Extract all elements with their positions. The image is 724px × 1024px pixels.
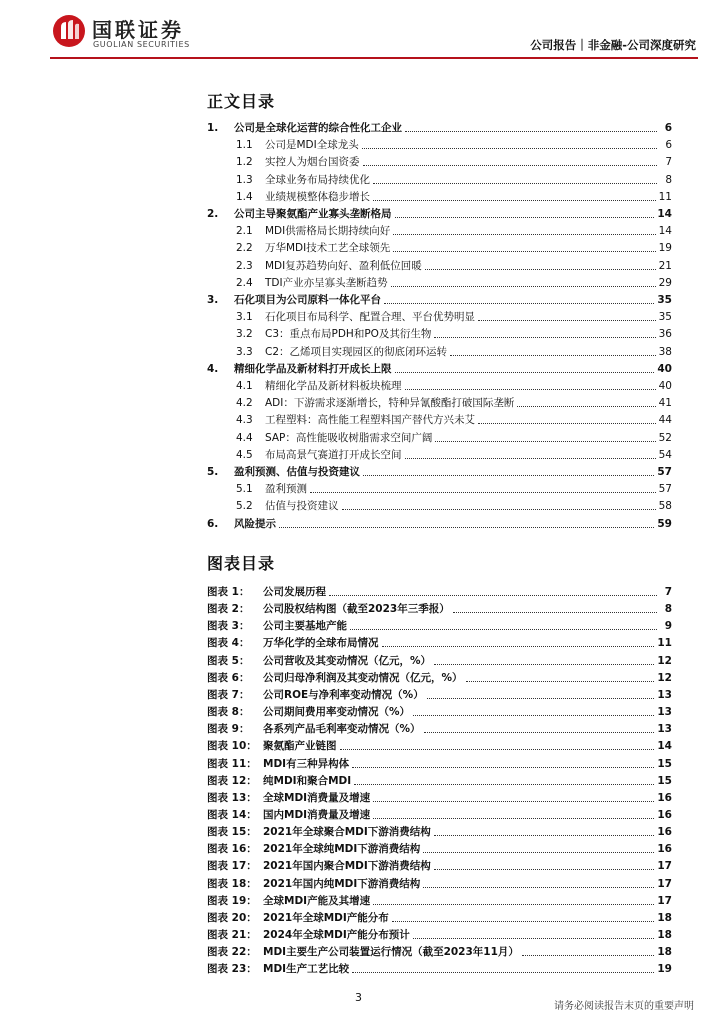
figure-entry-label: 图表 23： bbox=[207, 963, 257, 976]
figure-entry-page: 9 bbox=[664, 620, 672, 633]
figure-entry-label: 图表 9： bbox=[207, 723, 250, 736]
figure-entry-label: 图表 7： bbox=[207, 688, 250, 701]
figure-entry[interactable] bbox=[207, 942, 672, 959]
figure-entry-page: 13 bbox=[657, 723, 672, 736]
toc-entry[interactable] bbox=[207, 118, 672, 135]
dot-leader bbox=[424, 732, 655, 733]
figure-entry-label: 图表 2： bbox=[207, 603, 250, 616]
toc-entry-page: 57 bbox=[657, 466, 672, 478]
report-header bbox=[0, 0, 724, 60]
toc-entry[interactable] bbox=[207, 359, 672, 376]
toc-entry-title: MDI供需格局长期持续向好 bbox=[265, 225, 391, 238]
toc-entry-page: 35 bbox=[658, 311, 672, 324]
dot-leader bbox=[384, 303, 654, 304]
toc-entry[interactable] bbox=[236, 187, 672, 204]
toc-entry[interactable] bbox=[236, 324, 672, 341]
toc-entry-page: 54 bbox=[658, 448, 672, 461]
toc-entry[interactable] bbox=[236, 342, 672, 359]
dot-leader bbox=[413, 715, 654, 716]
figure-entry-page: 16 bbox=[657, 826, 672, 839]
toc-entry-number: 2.4 bbox=[236, 276, 253, 289]
figure-entry[interactable] bbox=[207, 754, 672, 771]
toc-entry[interactable] bbox=[207, 204, 672, 221]
toc-entry-number: 1.2 bbox=[236, 156, 253, 169]
dot-leader bbox=[405, 458, 656, 459]
toc-entry-title: 精细化学品及新材料板块梳理 bbox=[265, 380, 402, 392]
figure-entry[interactable] bbox=[207, 891, 672, 908]
toc-entry-title: C3：重点布局PDH和PO及其衍生物 bbox=[265, 328, 432, 341]
toc-entry-page: 40 bbox=[658, 380, 672, 392]
toc-entry-page: 40 bbox=[657, 362, 672, 375]
figure-entry[interactable] bbox=[207, 736, 672, 753]
dot-leader bbox=[392, 921, 655, 922]
toc-entry-title: 万华MDI技术工艺全球领先 bbox=[265, 242, 391, 255]
dot-leader bbox=[342, 509, 656, 510]
dot-leader bbox=[354, 784, 654, 785]
figure-entry-label: 图表 4： bbox=[207, 637, 250, 650]
dot-leader bbox=[434, 337, 655, 338]
figure-entry[interactable] bbox=[207, 685, 672, 702]
toc-entry[interactable] bbox=[236, 221, 672, 238]
toc-entry-title: 实控人为烟台国资委 bbox=[265, 156, 360, 169]
toc-entry-number: 1.1 bbox=[236, 139, 253, 152]
toc-entry-page: 58 bbox=[658, 500, 672, 513]
figure-entry-title: 公司归母净利润及其变动情况（亿元，%） bbox=[263, 671, 463, 684]
figure-entry-page: 15 bbox=[657, 757, 672, 770]
toc-entry-title: 盈利预测、估值与投资建议 bbox=[234, 466, 360, 478]
figure-entry-title: 2021年全球MDI产能分布 bbox=[263, 911, 389, 924]
dot-leader bbox=[405, 389, 656, 390]
toc-entry-title: 公司是全球化运营的综合性化工企业 bbox=[234, 122, 402, 134]
dot-leader bbox=[352, 972, 654, 973]
toc-entry-title: SAP：高性能吸收树脂需求空间广阔 bbox=[265, 431, 433, 444]
figure-entry-label: 图表 15： bbox=[207, 826, 257, 839]
figure-entry-title: 全球MDI产能及其增速 bbox=[263, 894, 371, 907]
figure-entry-title: 2024年全球MDI产能分布预计 bbox=[263, 929, 410, 941]
toc-entry[interactable] bbox=[236, 273, 672, 290]
toc-entry-number: 4.5 bbox=[236, 448, 253, 461]
figure-entry[interactable] bbox=[207, 668, 672, 685]
dot-leader bbox=[434, 835, 655, 836]
figure-entry-label: 图表 14： bbox=[207, 808, 257, 821]
toc-entry-title: 石化项目为公司原料一体化平台 bbox=[234, 294, 381, 306]
dot-leader bbox=[363, 165, 658, 166]
toc-entry-title: 工程塑料：高性能工程塑料国产替代方兴未艾 bbox=[265, 414, 475, 427]
toc-entry[interactable] bbox=[236, 428, 672, 445]
toc-entry-page: 7 bbox=[665, 156, 672, 169]
toc-title: 正文目录 bbox=[207, 92, 276, 111]
toc-entry[interactable] bbox=[236, 256, 672, 273]
toc-entry-page: 21 bbox=[658, 259, 672, 272]
figure-entry-label: 图表 21： bbox=[207, 929, 257, 941]
figure-entry-label: 图表 1： bbox=[207, 586, 250, 598]
figure-entry-page: 18 bbox=[657, 929, 672, 941]
figure-entry-page: 14 bbox=[657, 740, 672, 753]
toc-entry-number: 5.1 bbox=[236, 483, 253, 496]
toc-entry-number: 1.4 bbox=[236, 190, 253, 203]
toc-entry[interactable] bbox=[236, 376, 672, 393]
figure-entry-title: 公司营收及其变动情况（亿元，%） bbox=[263, 654, 432, 667]
figure-entry[interactable] bbox=[207, 771, 672, 788]
figure-entry-label: 图表 5： bbox=[207, 654, 250, 667]
figure-entry-label: 图表 10： bbox=[207, 740, 257, 753]
figure-entry-title: 2021年国内聚合MDI下游消费结构 bbox=[263, 860, 431, 873]
figure-entry-label: 图表 3： bbox=[207, 620, 250, 633]
figure-entry-page: 17 bbox=[657, 860, 672, 873]
dot-leader bbox=[423, 887, 654, 888]
figure-entry-title: 国内MDI消费量及增速 bbox=[263, 808, 371, 821]
figure-entry-title: 聚氨酯产业链图 bbox=[263, 740, 337, 753]
disclaimer: 请务必阅读报告末页的重要声明 bbox=[554, 1001, 694, 1012]
toc-entry-number: 3. bbox=[207, 294, 219, 306]
toc-entry-number: 5.2 bbox=[236, 500, 253, 513]
page-number: 3 bbox=[355, 991, 362, 1004]
toc-entry-title: ADI：下游需求逐渐增长，特种异氰酸酯打破国际垄断 bbox=[265, 397, 515, 410]
figure-entry-label: 图表 22： bbox=[207, 946, 257, 959]
figure-entry-title: 公司股权结构图（截至2023年三季报） bbox=[263, 603, 450, 616]
figure-entry[interactable] bbox=[207, 719, 672, 736]
toc-entry-title: 盈利预测 bbox=[265, 483, 307, 496]
figure-entry[interactable] bbox=[207, 822, 672, 839]
toc-entry-number: 1.3 bbox=[236, 173, 253, 186]
toc-entry[interactable] bbox=[236, 410, 672, 427]
toc-entry[interactable] bbox=[207, 514, 672, 531]
dot-leader bbox=[373, 904, 654, 905]
dot-leader bbox=[466, 681, 655, 682]
figure-entry-page: 16 bbox=[657, 843, 672, 856]
dot-leader bbox=[350, 629, 657, 630]
toc-entry-number: 5. bbox=[207, 466, 219, 478]
toc-entry-number: 6. bbox=[207, 517, 219, 530]
dot-leader bbox=[362, 148, 657, 149]
dot-leader bbox=[453, 612, 657, 613]
dot-leader bbox=[405, 131, 657, 132]
figure-entry[interactable] bbox=[207, 599, 672, 616]
figure-entry-page: 16 bbox=[657, 791, 672, 804]
figure-entry-label: 图表 11： bbox=[207, 757, 257, 770]
toc-entry[interactable] bbox=[236, 307, 672, 324]
dot-leader bbox=[373, 200, 656, 201]
figure-entry-page: 7 bbox=[664, 586, 672, 598]
figure-entry-label: 图表 17： bbox=[207, 860, 257, 873]
figure-entry-title: 全球MDI消费量及增速 bbox=[263, 791, 371, 804]
dot-leader bbox=[423, 852, 654, 853]
brand-name: 国联证券 bbox=[92, 18, 184, 42]
dot-leader bbox=[395, 217, 655, 218]
dot-leader bbox=[413, 938, 655, 939]
dot-leader bbox=[373, 801, 654, 802]
toc-entry-number: 3.1 bbox=[236, 311, 253, 324]
figure-entry[interactable] bbox=[207, 616, 672, 633]
toc-entry[interactable] bbox=[236, 152, 672, 169]
toc-entry-title: 估值与投资建议 bbox=[265, 500, 339, 513]
toc-entry[interactable] bbox=[207, 462, 672, 479]
figure-entry-page: 8 bbox=[664, 603, 672, 616]
figure-entry-page: 12 bbox=[657, 671, 672, 684]
figure-entry-label: 图表 20： bbox=[207, 911, 257, 924]
toc-entry[interactable] bbox=[207, 290, 672, 307]
figure-entry[interactable] bbox=[207, 651, 672, 668]
figure-entry-title: 公司发展历程 bbox=[263, 586, 326, 598]
dot-leader bbox=[450, 355, 656, 356]
figure-entry-label: 图表 8： bbox=[207, 706, 250, 719]
dot-leader bbox=[340, 749, 655, 750]
dot-leader bbox=[393, 251, 655, 252]
toc-entry-title: 风险提示 bbox=[234, 517, 276, 530]
toc-entry-number: 2.2 bbox=[236, 242, 253, 255]
toc-entry-title: 精细化学品及新材料打开成长上限 bbox=[234, 362, 392, 375]
toc-entry-title: 全球业务布局持续优化 bbox=[265, 173, 370, 186]
toc-entry-number: 2. bbox=[207, 208, 219, 220]
dot-leader bbox=[393, 234, 655, 235]
toc-entry[interactable] bbox=[236, 170, 672, 187]
figure-entry[interactable] bbox=[207, 582, 672, 599]
figure-entry-page: 19 bbox=[657, 963, 672, 976]
dot-leader bbox=[427, 698, 655, 699]
figure-entry-page: 16 bbox=[657, 808, 672, 821]
figure-entry[interactable] bbox=[207, 633, 672, 650]
figure-entry-page: 17 bbox=[657, 877, 672, 890]
dot-leader bbox=[373, 183, 657, 184]
toc-entry-page: 29 bbox=[658, 276, 672, 289]
figure-entry-title: MDI生产工艺比较 bbox=[263, 963, 350, 976]
figure-entry-page: 12 bbox=[657, 654, 672, 667]
dot-leader bbox=[352, 767, 654, 768]
toc-entry-number: 4. bbox=[207, 362, 219, 375]
toc-entry-title: TDI产业亦呈寡头垄断趋势 bbox=[265, 276, 388, 289]
dot-leader bbox=[329, 595, 657, 596]
toc-entry-number: 4.1 bbox=[236, 380, 253, 392]
figure-entry[interactable] bbox=[207, 874, 672, 891]
toc-entry-page: 38 bbox=[658, 345, 672, 358]
dot-leader bbox=[373, 818, 654, 819]
dot-leader bbox=[391, 286, 656, 287]
toc-entry[interactable] bbox=[236, 238, 672, 255]
figure-entry[interactable] bbox=[207, 856, 672, 873]
header-divider bbox=[50, 57, 698, 59]
toc-entry-number: 3.3 bbox=[236, 345, 253, 358]
dot-leader bbox=[517, 406, 655, 407]
figure-entry[interactable] bbox=[207, 925, 672, 942]
toc-entry-page: 59 bbox=[657, 517, 672, 530]
figure-entry-page: 13 bbox=[657, 706, 672, 719]
figure-entry-page: 18 bbox=[657, 946, 672, 959]
toc-entry-page: 57 bbox=[658, 483, 672, 496]
figure-entry-page: 17 bbox=[657, 894, 672, 907]
figure-entry-title: MDI主要生产公司装置运行情况（截至2023年11月） bbox=[263, 946, 519, 959]
figure-entry-title: 2021年国内纯MDI下游消费结构 bbox=[263, 877, 421, 890]
figure-entry[interactable] bbox=[207, 908, 672, 925]
figure-entry-title: 2021年全球纯MDI下游消费结构 bbox=[263, 843, 421, 856]
toc-entry-page: 14 bbox=[657, 208, 672, 220]
figure-entry[interactable] bbox=[207, 702, 672, 719]
figure-entry-title: 公司期间费用率变动情况（%） bbox=[263, 706, 411, 719]
toc-entry-page: 11 bbox=[658, 190, 672, 203]
toc-entry[interactable] bbox=[236, 479, 672, 496]
toc-entry[interactable] bbox=[236, 393, 672, 410]
toc-entry-number: 3.2 bbox=[236, 328, 253, 341]
figure-entry-title: 万华化学的全球布局情况 bbox=[263, 637, 379, 650]
toc-entry-number: 2.3 bbox=[236, 259, 253, 272]
toc-entry[interactable] bbox=[236, 496, 672, 513]
figure-entry-page: 18 bbox=[657, 911, 672, 924]
toc-entry-page: 36 bbox=[658, 328, 672, 341]
toc-entry-page: 14 bbox=[658, 225, 672, 238]
figure-entry-title: MDI有三种异构体 bbox=[263, 757, 350, 770]
figure-entry-label: 图表 12： bbox=[207, 774, 257, 787]
dot-leader bbox=[522, 955, 654, 956]
figure-entry[interactable] bbox=[207, 788, 672, 805]
figure-entry-label: 图表 6： bbox=[207, 671, 250, 684]
dot-leader bbox=[435, 441, 655, 442]
toc-entry-title: 石化项目布局科学、配置合理、平台优势明显 bbox=[265, 311, 475, 324]
figure-entry-title: 各系列产品毛利率变动情况（%） bbox=[263, 723, 421, 736]
report-type: 公司报告｜非金融-公司深度研究 bbox=[530, 38, 696, 52]
dot-leader bbox=[310, 492, 656, 493]
dot-leader bbox=[434, 869, 655, 870]
figure-entry-page: 11 bbox=[657, 637, 672, 650]
toc-entry-title: MDI复苏趋势向好、盈利低位回暖 bbox=[265, 259, 422, 272]
dot-leader bbox=[363, 475, 654, 476]
toc-entry-number: 4.4 bbox=[236, 431, 253, 444]
dot-leader bbox=[434, 664, 654, 665]
toc-entry-number: 4.3 bbox=[236, 414, 253, 427]
toc-entry-title: 业绩规模整体稳步增长 bbox=[265, 190, 370, 203]
figure-entry-title: 纯MDI和聚合MDI bbox=[263, 774, 352, 787]
toc-entry-title: 布局高景气赛道打开成长空间 bbox=[265, 448, 402, 461]
toc-entry-number: 2.1 bbox=[236, 225, 253, 238]
guolian-logo-icon bbox=[52, 14, 86, 48]
toc-entry-page: 6 bbox=[665, 139, 672, 152]
figure-entry-title: 2021年全球聚合MDI下游消费结构 bbox=[263, 826, 431, 839]
toc-entry-page: 19 bbox=[658, 242, 672, 255]
figure-entry-page: 15 bbox=[657, 774, 672, 787]
toc-entry-page: 35 bbox=[657, 294, 672, 306]
figure-entry-label: 图表 18： bbox=[207, 877, 257, 890]
dot-leader bbox=[395, 372, 655, 373]
toc-entry-page: 52 bbox=[658, 431, 672, 444]
toc-entry-page: 41 bbox=[658, 397, 672, 410]
toc-entry-page: 44 bbox=[658, 414, 672, 427]
figure-entry[interactable] bbox=[207, 805, 672, 822]
figure-entry-title: 公司ROE与净利率变动情况（%） bbox=[263, 688, 424, 701]
toc-entry-title: 公司是MDI全球龙头 bbox=[265, 139, 359, 152]
figure-entry-label: 图表 19： bbox=[207, 894, 257, 907]
dot-leader bbox=[478, 320, 656, 321]
figure-entry-label: 图表 16： bbox=[207, 843, 257, 856]
toc-entry-page: 8 bbox=[665, 173, 672, 186]
toc-entry-title: 公司主导聚氨酯产业寡头垄断格局 bbox=[234, 208, 392, 220]
toc-entry-number: 1. bbox=[207, 122, 219, 134]
dot-leader bbox=[478, 423, 656, 424]
dot-leader bbox=[425, 269, 656, 270]
figure-entry-label: 图表 13： bbox=[207, 791, 257, 804]
figures-title: 图表目录 bbox=[207, 554, 276, 573]
figure-entry-title: 公司主要基地产能 bbox=[263, 620, 347, 633]
figure-entry-page: 13 bbox=[657, 688, 672, 701]
toc-entry-page: 6 bbox=[664, 122, 672, 134]
dot-leader bbox=[279, 527, 654, 528]
figure-entry[interactable] bbox=[207, 959, 672, 976]
toc-entry[interactable] bbox=[236, 135, 672, 152]
toc-entry-number: 4.2 bbox=[236, 397, 253, 410]
toc-entry[interactable] bbox=[236, 445, 672, 462]
brand-name-en: GUOLIAN SECURITIES bbox=[93, 40, 190, 49]
figure-entry[interactable] bbox=[207, 839, 672, 856]
toc-entry-title: C2：乙烯项目实现园区的彻底闭环运转 bbox=[265, 345, 448, 358]
dot-leader bbox=[382, 646, 655, 647]
